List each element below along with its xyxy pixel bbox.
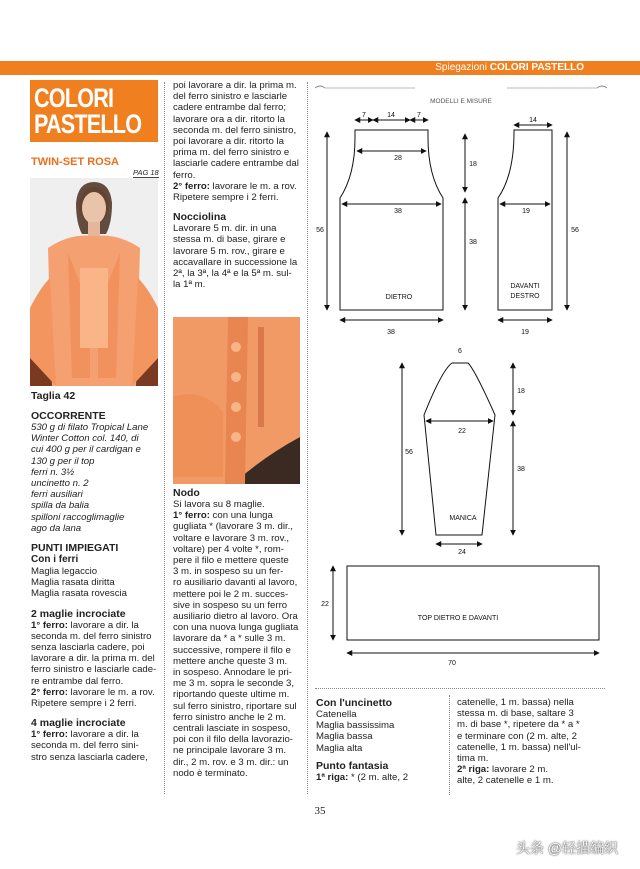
text-line: del ferro sinistro e lasciarle bbox=[173, 91, 288, 103]
text-line: poi lavorare a dir. la prima m. bbox=[173, 80, 297, 91]
dietro-label: DIETRO bbox=[385, 294, 413, 301]
text-line: lavorare 5 m. rov., girare e bbox=[173, 245, 285, 257]
article-title bbox=[30, 80, 158, 142]
occorrente-heading: OCCORRENTE bbox=[31, 410, 106, 422]
list-item: ferri n. 3½ bbox=[31, 466, 75, 478]
row-label: 1° ferro: bbox=[31, 619, 68, 631]
text-line: poi lavorare a dir. ritorto la bbox=[173, 136, 284, 148]
list-item: Maglia legaccio bbox=[31, 566, 98, 578]
list-item: uncinetto n. 2 bbox=[31, 478, 89, 490]
list-item: Maglia rasata rovescia bbox=[31, 588, 127, 600]
subtitle: TWIN-SET ROSA bbox=[31, 156, 119, 168]
nocciolina-heading: Nocciolina bbox=[173, 211, 227, 224]
text-line: lavorare da * a * sulle 3 m. bbox=[173, 633, 286, 645]
header-section: Spiegazioni bbox=[435, 62, 487, 73]
list-item: ago da lana bbox=[31, 522, 82, 534]
row-label: 2ª riga: bbox=[457, 764, 490, 776]
text-line: ferro. bbox=[173, 169, 196, 181]
pattern-diagram bbox=[315, 80, 607, 690]
manica-dim: 6 bbox=[458, 348, 462, 355]
text-line: me 3 m. sopra le seconde 3, bbox=[173, 678, 295, 690]
manica-dim: 56 bbox=[405, 449, 413, 456]
text-line: la 1ª m. bbox=[173, 279, 206, 291]
davanti-dim: 56 bbox=[571, 227, 579, 234]
text-line: pere il filo e mettere queste bbox=[173, 555, 289, 567]
text-line: ausiliario dietro al lavoro. Ora bbox=[173, 611, 298, 623]
list-item: Maglia alta bbox=[316, 742, 363, 754]
diagram-title: MODELLI E MISURE bbox=[430, 98, 492, 105]
list-item: Maglia bassissima bbox=[316, 720, 395, 732]
column-divider bbox=[449, 695, 450, 795]
davanti-dim: 19 bbox=[522, 208, 530, 215]
header-bar bbox=[0, 61, 640, 75]
text-line: ferro sinistro anche le 2 m. bbox=[173, 711, 287, 723]
manica-dim: 38 bbox=[517, 466, 525, 473]
title-line-1: COLORI bbox=[34, 83, 114, 113]
top-label: TOP DIETRO E DAVANTI bbox=[417, 615, 499, 622]
text-line: gugliata * (lavorare 3 m. dir., bbox=[173, 521, 293, 533]
text-line: Ripetere sempre i 2 ferri. bbox=[173, 192, 279, 204]
punti-heading: PUNTI IMPIEGATI bbox=[31, 542, 119, 555]
dietro-dim: 38 bbox=[394, 208, 402, 215]
text-line: ferro sinistro e lasciarle cade- bbox=[31, 664, 157, 676]
manica-dim: 22 bbox=[458, 428, 466, 435]
watermark: 头条 @轻描编织 bbox=[515, 840, 618, 856]
text-line: dir., 2 m. rov. e 3 m. dir.: un bbox=[173, 756, 289, 768]
list-item: Winter Cotton col. 140, di bbox=[31, 433, 139, 445]
column-divider bbox=[307, 82, 308, 794]
row-label: 1ª riga: bbox=[316, 771, 349, 783]
dietro-dim: 7 bbox=[417, 112, 421, 119]
dietro-dim: 28 bbox=[394, 155, 402, 162]
text-line: successive, rompere il filo e bbox=[173, 644, 291, 656]
dietro-pattern bbox=[316, 112, 477, 336]
punti-subheading: Con i ferri bbox=[31, 554, 79, 566]
row-label: 1° ferro: bbox=[31, 729, 68, 741]
text-line: ro ausiliario davanti al lavoro, bbox=[173, 577, 298, 589]
text-line: lavorare a dir. la prima m. del bbox=[31, 653, 155, 665]
text-line: senza lasciarla cadere, poi bbox=[31, 642, 145, 654]
manica-dim: 18 bbox=[517, 388, 525, 395]
davanti-dim: 14 bbox=[529, 117, 537, 124]
text-line: mettere poi le 2 m. succes- bbox=[173, 588, 289, 600]
text-line: alte, 2 catenelle e 1 m. bbox=[457, 775, 554, 787]
list-item: 530 g di filato Tropical Lane bbox=[31, 422, 149, 433]
text-line: poi con il filo della lavorazio- bbox=[173, 734, 293, 746]
top-dim: 70 bbox=[448, 660, 456, 667]
text-line: lavorare ora a dir. ritorto la bbox=[173, 113, 285, 125]
text-line: catenelle, 1 m. bassa) nella bbox=[457, 697, 574, 708]
text-line: centrali lasciate in sospeso, bbox=[173, 723, 291, 735]
text-line: lasciarle cadere entrambe dal bbox=[173, 158, 299, 170]
text-line: mettere anche queste 3 m. bbox=[173, 655, 288, 667]
text-line: seconda m. del ferro sinistro, bbox=[173, 124, 297, 136]
page-number: 35 bbox=[314, 805, 326, 817]
column-2-bottom: Nodo Si lavora su 8 maglie. 1° ferro: con una lunga gugliata * (lavorare 3 m. dir., voltare e lavorare 3 m. rov., voltare) per 4 volte *, rom- pere il filo e mettere queste 3 m. in sospeso su un fer- ro ausiliario davanti al lavoro, mettere poi le 2 m. succes- sive in sospeso su un ferro ausiliario dietro al lavoro. Ora con una nuova lunga gugliata lavorare da * a * sulle 3 m. successive, rompere il filo e mettere anche queste 3 m. in sospeso. Annodare le pri- me 3 m. sopra le seconde 3, riportando queste ultime m. sul ferro sinistro, riportare sul ferro sinistro anche le 2 m. centrali lasciate in sospeso, poi con il filo della lavorazio- ne principale lavorare 3 m. dir., 2 m. rov. e 3 m. dir.: un nodo è terminato. bbox=[173, 487, 303, 779]
column-1: Taglia 42 OCCORRENTE 530 g di filato Tropical Lane Winter Cotton col. 140, di cui 400 g per il cardigan e 130 g per il top ferri n. 3½ uncinetto n. 2 ferri ausiliari spilla da balia spilloni raccoglimaglie ago da lana PUNTI IMPIEGATI Con i ferri Maglia legaccio Maglia rasata diritta Maglia rasata rovescia 2 maglie incrociate 1° ferro: lavorare a dir. la seconda m. del ferro sinistro senza lasciarla cadere, poi lavorare a dir. la prima m. del ferro sinistro e lasciarle cade- re entrambe dal ferro. 2° ferro: lavorare le m. a rov. Ripetere sempre i 2 ferri. 4 maglie incrociate 1° ferro: lavorare a dir. la seconda m. del ferro sini- stro senza lasciarla cadere, bbox=[31, 390, 161, 763]
list-item: ferri ausiliari bbox=[31, 489, 83, 501]
text-line: m. di base *, ripetere da * a * bbox=[457, 719, 580, 731]
text-line: accavallare in successione la bbox=[173, 256, 298, 268]
text-line: e terminare con (2 m. alte, 2 bbox=[457, 730, 577, 742]
column-2-top: poi lavorare a dir. la prima m. del ferro sinistro e lasciarle cadere entrambe dal ferro; lavorare ora a dir. ritorto la seconda m. del ferro sinistro, poi lavorare a dir. ritorto la prima m. del ferro sinistro e lasciarle cadere entrambe dal ferro. 2° ferro: lavorare le m. a rov. Ripetere sempre i 2 ferri. Nocciolina Lavorare 5 m. dir. in una stessa m. di base, girare e lavorare 5 m. rov., girare e accavallare in successione la 2ª, la 3ª, la 4ª e la 5ª m. sul- la 1ª m. bbox=[173, 80, 303, 290]
header-title: COLORI PASTELLO bbox=[489, 62, 584, 73]
text-line: cadere entrambe dal ferro; bbox=[173, 102, 287, 114]
text-line: sive in sospeso su un ferro bbox=[173, 599, 288, 611]
manica-dim: 24 bbox=[458, 549, 466, 556]
list-item: spilla da balia bbox=[31, 500, 90, 512]
top-pattern bbox=[321, 566, 599, 667]
text-line: Ripetere sempre i 2 ferri. bbox=[31, 698, 137, 710]
list-item: Maglia rasata diritta bbox=[31, 577, 115, 589]
text-line: con una nuova lunga gugliata bbox=[173, 622, 299, 634]
column-4-bottom: catenelle, 1 m. bassa) nella stessa m. di base, saltare 3 m. di base *, ripetere da * a * e terminare con (2 m. alte, 2 catenelle, 1 m. bassa) nell'ul- tima m. 2ª riga: lavorare 2 m. alte, 2 catenelle e 1 m. bbox=[457, 697, 587, 787]
text-line: Lavorare 5 m. dir. in una bbox=[173, 223, 277, 235]
dietro-dim: 56 bbox=[316, 227, 324, 234]
text-line: prima m. del ferro sinistro e bbox=[173, 147, 290, 159]
title-line-2: PASTELLO bbox=[34, 109, 142, 139]
dietro-dim: 38 bbox=[387, 329, 395, 336]
list-item: spilloni raccoglimaglie bbox=[31, 511, 125, 523]
text-line: ne principale lavorare 3 m. bbox=[173, 745, 287, 757]
detail-photo bbox=[173, 317, 300, 484]
manica-label: MANICA bbox=[449, 515, 477, 522]
text-line: Si lavora su 8 maglie. bbox=[173, 499, 265, 510]
text-line: re entrambe dal ferro. bbox=[31, 675, 124, 687]
dietro-dim: 18 bbox=[469, 161, 477, 168]
text-line: nodo è terminato. bbox=[173, 767, 248, 779]
davanti-label-2: DESTRO bbox=[510, 293, 540, 300]
text-line: stessa m. di base, girare e bbox=[173, 234, 286, 246]
text-line: voltare e lavorare 3 m. rov., bbox=[173, 532, 290, 544]
text-line: 3 m. in sospeso su un fer- bbox=[173, 566, 284, 578]
list-item: Catenella bbox=[316, 709, 357, 720]
list-item: 130 g per il top bbox=[31, 455, 95, 467]
text-line: in sospeso. Annodare le pri- bbox=[173, 667, 292, 679]
text-line: seconda m. del ferro sinistro bbox=[31, 630, 152, 642]
text-line: voltare) per 4 volte *, rom- bbox=[173, 543, 284, 555]
maglie2-heading: 2 maglie incrociate bbox=[31, 607, 126, 620]
column-3-bottom: Con l'uncinetto Catenella Maglia bassissima Maglia bassa Maglia alta Punto fantasia 1ª riga: * (2 m. alte, 2 bbox=[316, 697, 446, 783]
row-label: 2° ferro: bbox=[173, 180, 210, 192]
list-item: Maglia bassa bbox=[316, 731, 373, 743]
row-label: 2° ferro: bbox=[31, 686, 68, 698]
text-line: sul ferro sinistro, riportare sul bbox=[173, 700, 297, 712]
davanti-dim: 19 bbox=[521, 329, 529, 336]
text-line: stro senza lasciarla cadere, bbox=[31, 751, 148, 763]
page-ref: PAG 18 bbox=[133, 168, 159, 177]
manica-pattern bbox=[402, 348, 525, 556]
maglie4-heading: 4 maglie incrociate bbox=[31, 717, 126, 730]
davanti-pattern bbox=[498, 117, 579, 336]
text-line: riportando queste ultime m. bbox=[173, 689, 290, 701]
size-label: Taglia 42 bbox=[31, 390, 76, 402]
column-divider bbox=[164, 82, 165, 794]
model-photo bbox=[30, 178, 158, 386]
text-line: stessa m. di base, saltare 3 bbox=[457, 708, 574, 720]
nodo-heading: Nodo bbox=[173, 487, 200, 499]
occorrente-list bbox=[31, 422, 161, 534]
text-line: catenelle, 1 m. bassa) nell'ul- bbox=[457, 741, 581, 753]
davanti-label-1: DAVANTI bbox=[510, 283, 540, 290]
dietro-dim: 14 bbox=[387, 112, 395, 119]
dietro-dim: 38 bbox=[469, 239, 477, 246]
list-item: cui 400 g per il cardigan e bbox=[31, 444, 141, 456]
text-line: seconda m. del ferro sini- bbox=[31, 740, 139, 752]
header-label bbox=[435, 62, 584, 73]
text-line: 2ª, la 3ª, la 4ª e la 5ª m. sul- bbox=[173, 268, 292, 280]
fantasia-heading: Punto fantasia bbox=[316, 759, 389, 772]
dietro-dim: 7 bbox=[362, 112, 366, 119]
text-line: tima m. bbox=[457, 753, 489, 765]
uncinetto-heading: Con l'uncinetto bbox=[316, 697, 392, 709]
top-dim: 22 bbox=[321, 601, 329, 608]
row-label: 1° ferro: bbox=[173, 510, 210, 522]
